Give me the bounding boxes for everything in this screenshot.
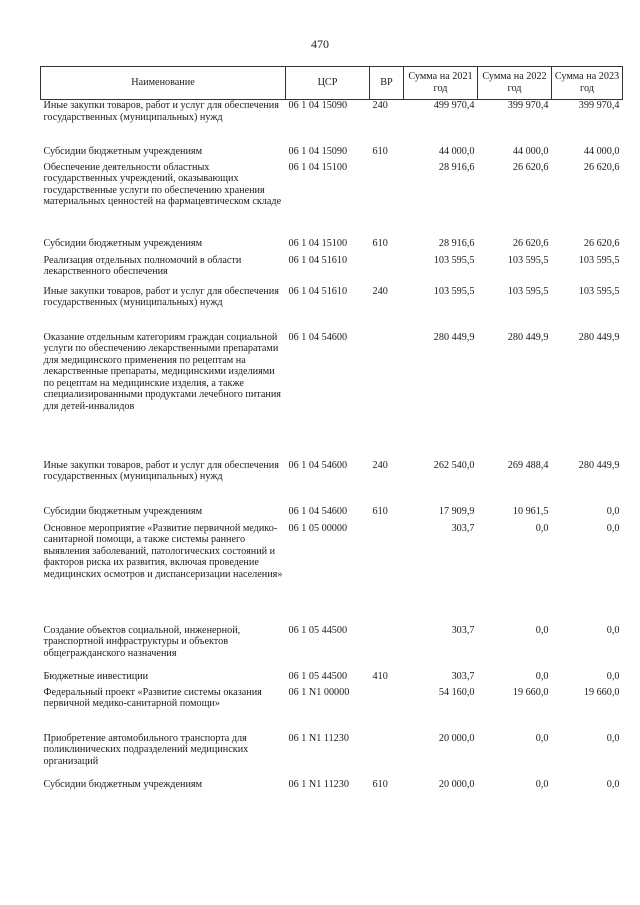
row-amount-2022: 269 488,4 [507,459,549,471]
row-amount-2023: 0,0 [606,505,620,517]
table-row [41,625,623,671]
row-csr: 06 1 05 44500 [288,670,348,682]
table-row [41,687,623,733]
budget-table [40,66,623,796]
row-csr: 06 1 N1 11230 [288,778,349,790]
table-row [41,779,623,796]
row-amount-2021: 28 916,6 [438,161,475,173]
row-csr: 06 1 N1 00000 [288,686,350,698]
table-row [41,332,623,460]
row-vr: 610 [372,145,388,157]
row-amount-2022: 0,0 [535,670,549,682]
table-row [41,671,623,687]
row-csr: 06 1 04 15090 [288,100,348,111]
row-amount-2023: 0,0 [606,670,620,682]
column-header-vr: ВР [370,67,404,100]
row-vr [370,687,404,733]
row-amount-2021: 303,7 [451,624,475,636]
row-amount-2022: 0,0 [535,522,549,534]
row-csr: 06 1 04 15100 [288,237,348,249]
row-vr [370,733,404,779]
row-csr: 06 1 04 51610 [288,285,348,297]
row-name: Иные закупки товаров, работ и услуг для обеспечения государственных (муниципальных) нужд [43,459,279,483]
row-amount-2023: 0,0 [606,732,620,744]
row-amount-2021: 262 540,0 [433,459,475,471]
row-amount-2022: 103 595,5 [507,285,549,297]
table-row [41,162,623,238]
row-name: Субсидии бюджетным учреждениям [43,505,203,517]
table-row [41,460,623,506]
row-csr: 06 1 N1 11230 [288,732,349,744]
row-name: Приобретение автомобильного транспорта для поликлинических подразделений медицинских организаций [43,732,249,767]
row-vr: 240 [372,100,388,111]
row-name: Субсидии бюджетным учреждениям [43,237,203,249]
row-amount-2021: 499 970,4 [433,100,475,111]
row-amount-2022: 19 660,0 [512,686,549,698]
row-amount-2023: 44 000,0 [583,145,620,157]
row-amount-2021: 28 916,6 [438,237,475,249]
row-amount-2022: 280 449,9 [507,331,549,343]
row-vr: 410 [372,670,388,682]
row-amount-2022: 26 620,6 [512,161,549,173]
row-amount-2023: 280 449,9 [578,331,620,343]
row-amount-2021: 103 595,5 [433,285,475,297]
row-amount-2022: 103 595,5 [507,254,549,266]
row-name: Оказание отдельным категориям граждан социальной услуги по обеспечению лекарственными препаратами для медицинского применения по рецептам на лекарственные препараты, медицинскими изделиями по рецептам на медицинские изделия, а также специализированными продуктами лечебного питания для детей-инвалидов [43,331,281,413]
row-amount-2023: 0,0 [606,522,620,534]
row-amount-2022: 26 620,6 [512,237,549,249]
page-number: 470 [311,37,329,51]
row-vr: 240 [372,459,388,471]
row-csr: 06 1 04 54600 [288,331,348,343]
row-amount-2021: 103 595,5 [433,254,475,266]
row-name: Обеспечение деятельности областных государственных учреждений, оказывающих государственные услуги по обеспечению хранения материальных ценностей на фармацевтическом складе [43,161,282,208]
table-row [41,238,623,255]
row-amount-2023: 399 970,4 [578,100,620,111]
row-csr: 06 1 05 00000 [288,522,348,534]
row-vr [370,162,404,238]
row-name: Субсидии бюджетным учреждениям [43,145,203,157]
row-amount-2022: 0,0 [535,624,549,636]
row-csr: 06 1 05 44500 [288,624,348,636]
row-csr: 06 1 04 51610 [288,254,348,266]
row-vr: 240 [372,285,388,297]
row-amount-2021: 44 000,0 [438,145,475,157]
row-amount-2021: 280 449,9 [433,331,475,343]
row-amount-2021: 54 160,0 [438,686,475,698]
row-vr [370,625,404,671]
table-row [41,100,623,146]
row-amount-2021: 17 909,9 [438,505,475,517]
table-row [41,733,623,779]
row-amount-2023: 280 449,9 [578,459,620,471]
row-amount-2023: 0,0 [606,624,620,636]
table-row [41,146,623,162]
row-csr: 06 1 04 54600 [288,505,348,517]
column-header-2021: Сумма на 2021 год [404,67,478,100]
column-header-2023: Сумма на 2023 год [552,67,623,100]
row-name: Основное мероприятие «Развитие первичной медико-санитарной помощи, а также системы раннего выявления заболеваний, патологических состояний и факторов риска их развития, включая проведение медицинских осмотров и диспансеризации населения» [43,522,283,580]
row-csr: 06 1 04 15090 [288,145,348,157]
row-vr [370,255,404,286]
row-name: Федеральный проект «Развитие системы оказания первичной медико-санитарной помощи» [43,686,262,710]
table-row [41,506,623,523]
row-name: Реализация отдельных полномочий в области лекарственного обеспечения [43,254,242,278]
row-amount-2021: 303,7 [451,522,475,534]
row-name: Создание объектов социальной, инженерной, транспортной инфраструктуры и объектов общегражданского назначения [43,624,241,659]
row-csr: 06 1 04 15100 [288,161,348,173]
table-row [41,255,623,286]
row-amount-2023: 103 595,5 [578,254,620,266]
row-amount-2022: 44 000,0 [512,145,549,157]
row-csr: 06 1 04 54600 [288,459,348,471]
row-amount-2023: 26 620,6 [583,161,620,173]
row-vr [370,523,404,625]
table-row [41,523,623,625]
row-amount-2022: 399 970,4 [507,100,549,111]
row-amount-2022: 0,0 [535,732,549,744]
table-body [41,100,623,796]
column-header-csr: ЦСР [286,67,370,100]
row-amount-2021: 303,7 [451,670,475,682]
row-amount-2023: 103 595,5 [578,285,620,297]
row-name: Иные закупки товаров, работ и услуг для обеспечения государственных (муниципальных) нужд [43,285,279,309]
row-amount-2023: 26 620,6 [583,237,620,249]
row-amount-2023: 19 660,0 [583,686,620,698]
row-amount-2021: 20 000,0 [438,778,475,790]
row-amount-2021: 20 000,0 [438,732,475,744]
row-vr: 610 [372,778,388,790]
row-vr: 610 [372,237,388,249]
row-vr: 610 [372,505,388,517]
column-header-2022: Сумма на 2022 год [478,67,552,100]
row-vr [370,332,404,460]
row-name: Субсидии бюджетным учреждениям [43,778,203,790]
row-amount-2023: 0,0 [606,778,620,790]
table-row [41,286,623,332]
column-header-name: Наименование [41,67,286,100]
row-name: Иные закупки товаров, работ и услуг для обеспечения государственных (муниципальных) нужд [43,100,279,123]
row-name: Бюджетные инвестиции [43,670,149,682]
table-header [41,67,623,100]
row-amount-2022: 10 961,5 [512,505,549,517]
row-amount-2022: 0,0 [535,778,549,790]
